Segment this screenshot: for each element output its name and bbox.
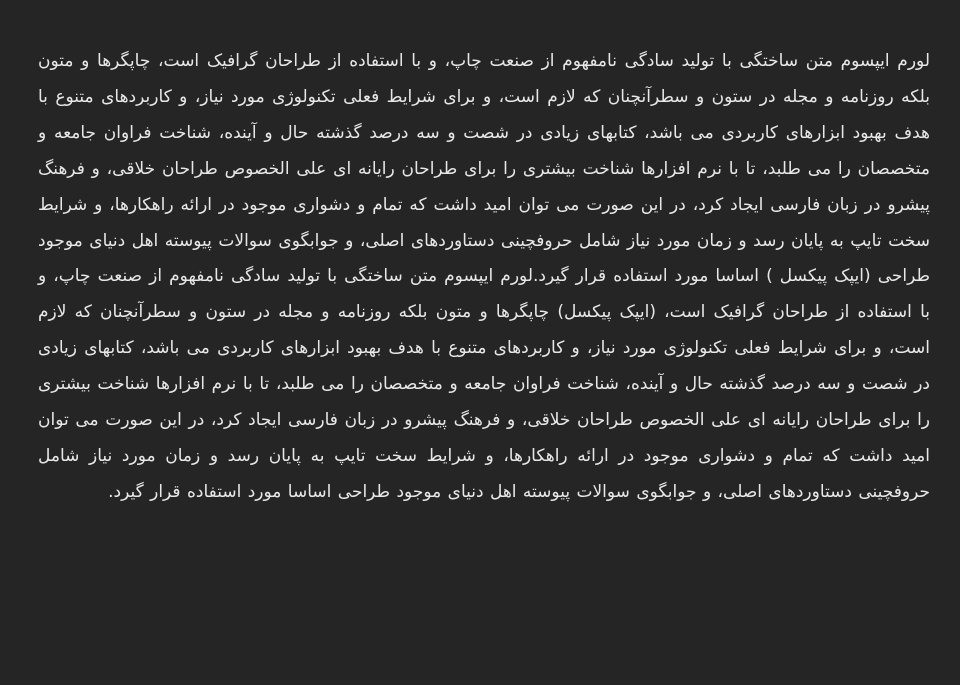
body-paragraph: لورم ایپسوم متن ساختگی با تولید سادگی نامفهوم از صنعت چاپ، و با استفاده از طراحان گرافیک است، چاپگرها و متون بلکه روزنامه و مجله در ستون و سطرآنچنان که لازم است، و برای شرایط فعلی تکنولوژی مورد نیاز، و کاربردهای متنوع با هدف بهبود ابزارهای کاربردی می باشد، کتابهای زیادی در شصت و سه درصد گذشته حال و آینده، شناخت فراوان جامعه و متخصصان را می طلبد، تا با نرم افزارها شناخت بیشتری را برای طراحان رایانه ای علی الخصوص طراحان خلاقی، و فرهنگ پیشرو در زبان فارسی ایجاد کرد، در این صورت می توان امید داشت که تمام و دشواری موجود در ارائه راهکارها، و شرایط سخت تایپ به پایان رسد و زمان مورد نیاز شامل حروفچینی دستاوردهای اصلی، و جوابگوی سوالات پیوسته اهل دنیای موجود طراحی (ایپک پیکسل ) اساسا مورد استفاده قرار گیرد.لورم ایپسوم متن ساختگی با تولید سادگی نامفهوم از صنعت چاپ، و با استفاده از طراحان گرافیک است، (ایپک پیکسل) چاپگرها و متون بلکه روزنامه و مجله در ستون و سطرآنچنان که لازم است، و برای شرایط فعلی تکنولوژی مورد نیاز، و کاربردهای متنوع با هدف بهبود ابزارهای کاربردی می باشد، کتابهای زیادی در شصت و سه درصد گذشته حال و آینده، شناخت فراوان جامعه و متخصصان را می طلبد، تا با نرم افزارها شناخت بیشتری را برای طراحان رایانه ای علی الخصوص طراحان خلاقی، و فرهنگ پیشرو در زبان فارسی ایجاد کرد، در این صورت می توان امید داشت که تمام و دشواری موجود در ارائه راهکارها، و شرایط سخت تایپ به پایان رسد و زمان مورد نیاز شامل حروفچینی دستاوردهای اصلی، و جوابگوی سوالات پیوسته اهل دنیای موجود طراحی اساسا مورد استفاده قرار گیرد. <box>38 51 930 502</box>
